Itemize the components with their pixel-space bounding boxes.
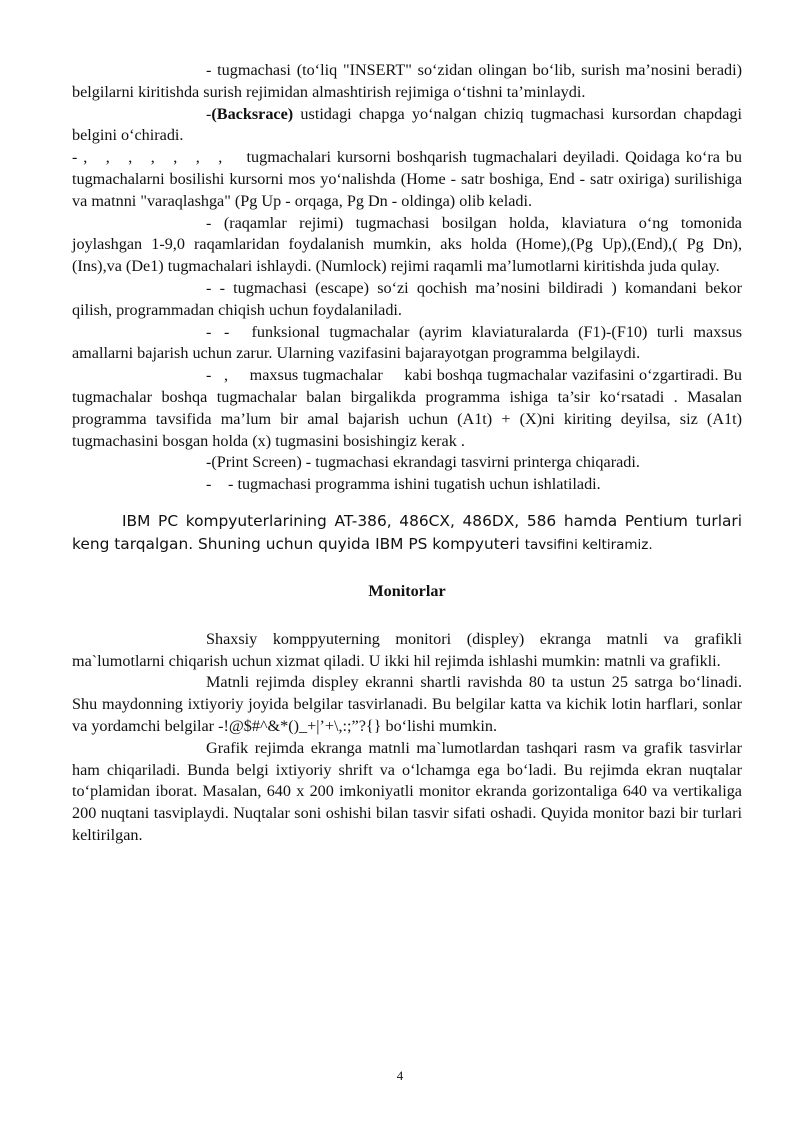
backspace-label: (Backsrace) bbox=[211, 104, 294, 123]
paragraph-backspace bbox=[72, 104, 742, 148]
paragraph-function-keys: - - funksional tugmachalar (ayrim klaviaturalarda (F1)-(F10) turli maxsus amallarni bajarish uchun zarur. Ularning vazifasini bajarayotgan programma belgilaydi. bbox=[72, 322, 742, 363]
backspace-text: ustidagi chapga yo‘nalgan chiziq tugmachasi kursordan chapdagi belgini o‘chiradi. bbox=[72, 104, 742, 145]
ibm-text: IBM PC kompyuterlarining AT-386, 486CX, 486DX, 586 hamda Pentium turlari keng tarqalgan. Shuning uchun quyida IBM PS kompyuteri bbox=[72, 511, 742, 553]
section-heading: Monitorlar bbox=[368, 581, 446, 600]
document-page bbox=[72, 60, 742, 847]
ibm-text-small: tavsifini keltiramiz. bbox=[524, 536, 653, 553]
paragraph-insert: - tugmachasi (to‘liq "INSERT" so‘zidan olingan bo‘lib, surish ma’nosini beradi) belgilarni kiritishda surish rejimidan almashtirish rejimiga o‘tishni ta’minlaydi. bbox=[72, 61, 742, 101]
dash: - bbox=[206, 104, 212, 123]
paragraph-numlock: - (raqamlar rejimi) tugmachasi bosilgan holda, klaviatura o‘ng tomonida joylashgan 1-9,0 raqamlaridan foydalanish mumkin, aks holda (Home),(Pg Up),(End),( Pg Dn), (Ins),va (De1) tugmachalari ishlaydi. (Numlock) rejimi raqamli ma’lumotlarni kiritishda juda qulay. bbox=[72, 213, 742, 276]
paragraph-break: - - tugmachasi programma ishini tugatish uchun ishlatiladi. bbox=[206, 475, 589, 494]
page-number: 4 bbox=[396, 1068, 404, 1083]
paragraph-ibm bbox=[72, 510, 742, 557]
paragraph-monitor-intro: Shaxsiy komppyuterning monitori (displey) ekranga matnli va grafikli ma`lumotlarni chiqarish uchun xizmat qiladi. U ikki hil rejimda ishlashi mumkin: matnli va grafikli. bbox=[72, 629, 742, 670]
paragraph-cursor-keys: - , , , , , , , tugmachalari kursorni boshqarish tugmachalari deyiladi. Qoidaga ko‘ra bu tugmachalarni bosilishi kursorni mos yo‘nalishda (Home - satr boshiga, End - satr oxiriga) surilishiga va matnni "varaqlashga" (Pg Up - orqaga, Pg Dn - oldinga) olib keladi. bbox=[72, 148, 742, 210]
paragraph-text-mode: Matnli rejimda displey ekranni shartli ravishda 80 ta ustun 25 satrga bo‘linadi. Shu maydonning ixtiyoriy joyida belgilar tasvirlanadi. Bu belgilar katta va kichik lotin harflari, sonlar va yordamchi belgilar -!@$#^&*()_+|’+\,:;”?{} bo‘lishi mumkin. bbox=[72, 673, 742, 735]
paragraph-escape: - - tugmachasi (escape) so‘zi qochish ma’nosini bildiradi ) komandani bekor qilish, programmadan chiqish uchun foydalaniladi. bbox=[72, 278, 742, 319]
paragraph-graphic-mode: Grafik rejimda ekranga matnli ma`lumotlardan tashqari rasm va grafik tasvirlar ham chiqariladi. Bunda belgi ixtiyoriy shrift va o‘lchamga ega bo‘ladi. Bu rejimda ekran nuqtalar to‘plamidan iborat. Masalan, 640 x 200 imkoniyatli monitor ekranda gorizontaliga 640 va vertikaliga 200 nuqtani tasviplaydi. Nuqtalar soni oshishi bilan tasvir sifati oshadi. Quyida monitor bazi bir turlari keltirilgan. bbox=[72, 738, 742, 844]
paragraph-print-screen: -(Print Screen) - tugmachasi ekrandagi tasvirni printerga chiqaradi. bbox=[206, 453, 640, 472]
paragraph-special-keys: - , maxsus tugmachalar kabi boshqa tugmachalar vazifasini o‘zgartiradi. Bu tugmachalar boshqa tugmachalar balan birgalikda programma ishiga ta’sir ko‘rsatadi . Masalan programma tavsifida ma’lum bir amal bajarish uchun (A1t) + (X)ni kiriting deyilsa, siz (A1t) tugmachasini bosgan holda (x) tugmasini bosishingiz kerak . bbox=[72, 366, 742, 450]
